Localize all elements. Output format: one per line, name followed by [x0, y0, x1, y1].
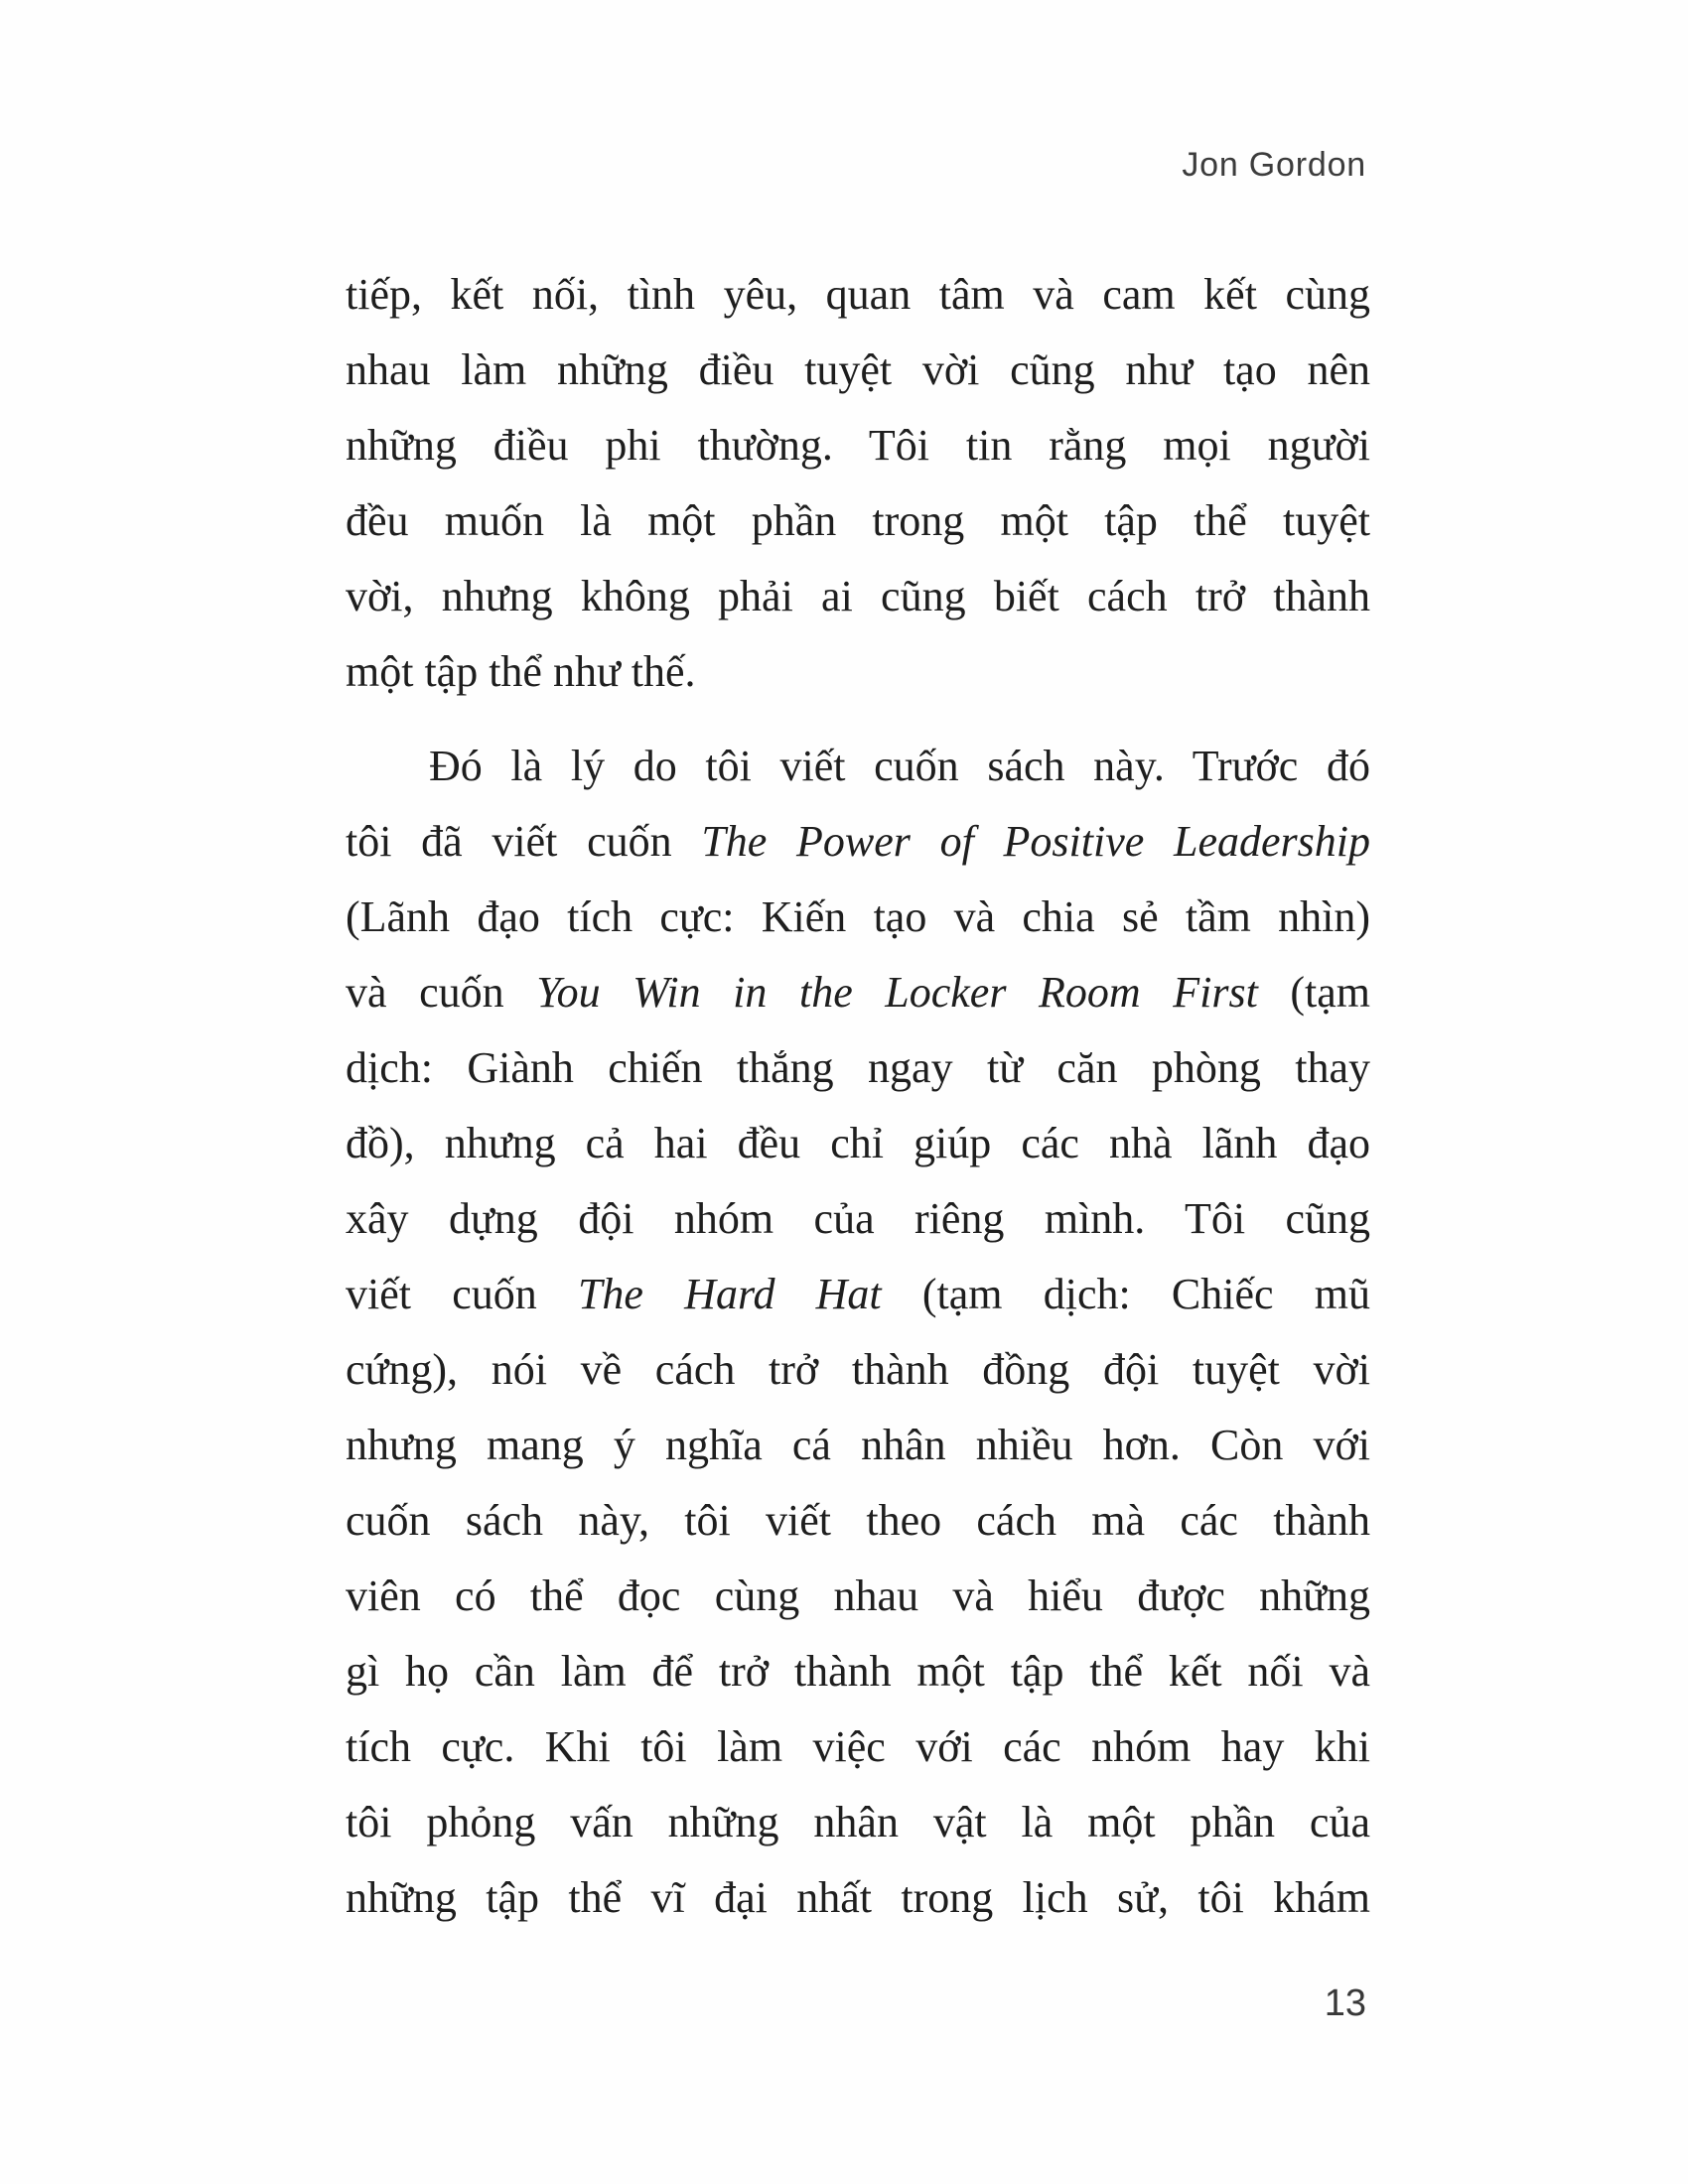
text-segment: nhau làm những điều tuyệt vời cũng như tạo nên [346, 345, 1370, 394]
text-segment: (tạm [1257, 968, 1371, 1017]
text-line [346, 1860, 1370, 1936]
book-title-italic: The Hard Hat [577, 1270, 882, 1318]
text-segment: đồ), nhưng cả hai đều chỉ giúp các nhà lãnh đạo [346, 1119, 1370, 1167]
text-segment: một tập thể như thế. [346, 647, 696, 696]
text-segment: gì họ cần làm để trở thành một tập thể kết nối và [346, 1647, 1370, 1696]
text-segment: nhưng mang ý nghĩa cá nhân nhiều hơn. Còn với [346, 1421, 1370, 1469]
text-segment: xây dựng đội nhóm của riêng mình. Tôi cũng [346, 1194, 1370, 1243]
book-title-italic: You Win in the Locker Room First [536, 968, 1258, 1017]
text-line [346, 955, 1370, 1030]
text-segment: đều muốn là một phần trong một tập thể tuyệt [346, 496, 1370, 545]
text-line [346, 1559, 1370, 1634]
text-line [346, 1030, 1370, 1106]
text-segment: vời, nhưng không phải ai cũng biết cách trở thành [346, 572, 1370, 620]
text-segment: Đó là lý do tôi viết cuốn sách này. Trước đó [429, 742, 1370, 790]
text-line [346, 729, 1370, 804]
text-line [346, 408, 1370, 483]
page-number: 13 [1324, 1982, 1366, 2024]
text-line [346, 1785, 1370, 1860]
text-line [346, 1181, 1370, 1257]
text-segment: viết cuốn [346, 1270, 578, 1318]
book-title-italic: The Power of Positive Leadership [701, 817, 1370, 866]
text-line [346, 483, 1370, 559]
text-line [346, 257, 1370, 333]
text-line [346, 1634, 1370, 1709]
text-segment: tiếp, kết nối, tình yêu, quan tâm và cam kết cùng [346, 270, 1370, 319]
text-line [346, 634, 1370, 710]
text-line [346, 804, 1370, 880]
text-segment: cứng), nói về cách trở thành đồng đội tuyệt vời [346, 1345, 1370, 1394]
text-line [346, 1257, 1370, 1332]
paragraph-1 [346, 257, 1370, 710]
text-segment: viên có thể đọc cùng nhau và hiểu được những [346, 1571, 1370, 1620]
text-segment: những tập thể vĩ đại nhất trong lịch sử, tôi khám [346, 1873, 1370, 1922]
text-line [346, 1332, 1370, 1408]
text-line [346, 559, 1370, 634]
text-segment: cuốn sách này, tôi viết theo cách mà các thành [346, 1496, 1370, 1545]
text-segment: dịch: Giành chiến thắng ngay từ căn phòng thay [346, 1043, 1370, 1092]
running-header: Jon Gordon [1182, 146, 1366, 184]
text-segment: tôi đã viết cuốn [346, 817, 702, 866]
body-text [346, 257, 1370, 1936]
text-segment: (tạm dịch: Chiếc mũ [881, 1270, 1370, 1318]
text-line [346, 1483, 1370, 1559]
text-segment: (Lãnh đạo tích cực: Kiến tạo và chia sẻ tầm nhìn) [346, 892, 1370, 941]
paragraph-2 [346, 729, 1370, 1936]
text-line [346, 1408, 1370, 1483]
text-segment: những điều phi thường. Tôi tin rằng mọi người [346, 421, 1370, 470]
text-line [346, 880, 1370, 955]
text-segment: và cuốn [346, 968, 537, 1017]
text-line [346, 1106, 1370, 1181]
text-segment: tích cực. Khi tôi làm việc với các nhóm hay khi [346, 1722, 1370, 1771]
text-line [346, 1709, 1370, 1785]
text-segment: tôi phỏng vấn những nhân vật là một phần của [346, 1798, 1370, 1846]
text-line [346, 333, 1370, 408]
